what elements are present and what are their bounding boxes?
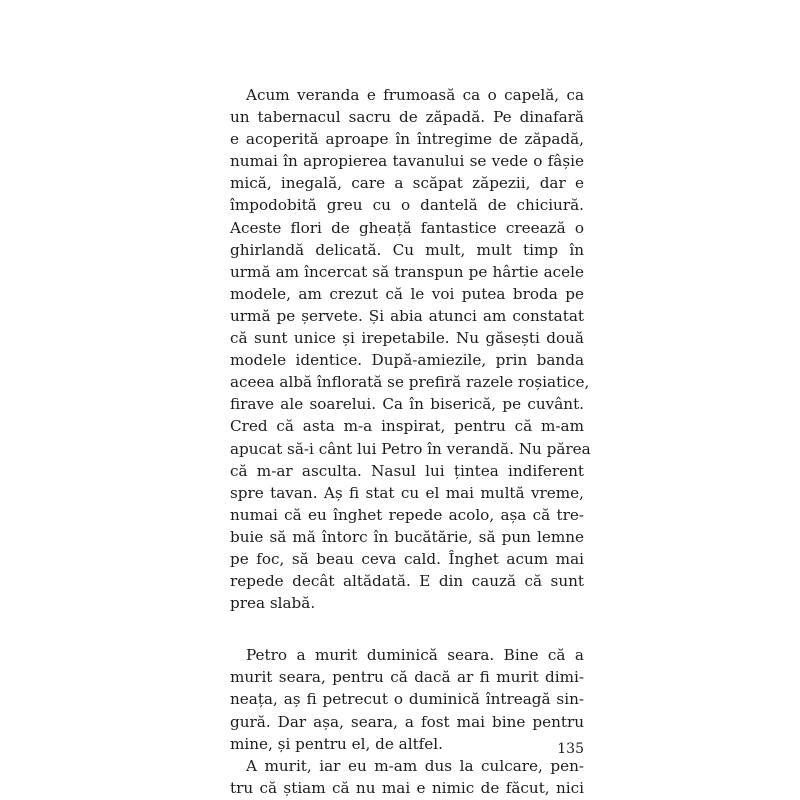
section-break [230, 614, 584, 644]
text-line: buie să mă întorc în bucătărie, să pun lemne [230, 527, 584, 546]
text-line: tru că știam că nu mai e nimic de făcut, nici [230, 778, 584, 797]
text-line: A murit, iar eu m-am dus la culcare, pen- [246, 756, 584, 775]
text-line: aceea albă înflorată se prefiră razele roșiatice, [230, 373, 590, 392]
page-number: 135 [557, 741, 584, 757]
text-line: Acum veranda e frumoasă ca o capelă, ca [246, 86, 584, 104]
text-line: mică, inegală, care a scăpat zăpezii, dar e [230, 174, 584, 193]
text-line: mine, și pentru el, de altfel. [230, 734, 443, 753]
text-line: urmă am încercat să transpun pe hârtie acele [230, 262, 584, 281]
text-line: împodobită greu cu o dantelă de chiciură. [230, 196, 584, 215]
text-line: numai în apropierea tavanului se vede o fâșie [230, 152, 584, 171]
text-line: Aceste flori de gheață fantastice creează o [230, 218, 584, 237]
text-line: neața, aș fi petrecut o duminică întreagă sin- [230, 690, 584, 709]
text-line: un tabernacul sacru de zăpadă. Pe dinafară [230, 108, 584, 127]
text-line: că m-ar asculta. Nasul lui țintea indiferent [230, 461, 584, 480]
text-line: ghirlandă delicată. Cu mult, mult timp în [230, 240, 584, 259]
text-line: spre tavan. Aș fi stat cu el mai multă vreme, [230, 483, 584, 502]
text-line: apucat să-i cânt lui Petro în verandă. Nu părea [230, 439, 591, 458]
text-line: Cred că asta m-a inspirat, pentru că m-am [230, 417, 584, 436]
text-line: repede decât altădată. E din cauză că sunt [230, 572, 584, 591]
paragraph-2 [230, 644, 584, 754]
text-line: prea slabă. [230, 594, 316, 613]
paragraph-1 [230, 84, 591, 614]
text-line: gură. Dar așa, seara, a fost mai bine pentru [230, 712, 584, 731]
text-line: pe foc, să beau ceva cald. Înghet acum mai [230, 549, 584, 568]
text-line: Petro a murit duminică seara. Bine că a [246, 646, 584, 665]
text-line: murit seara, pentru că dacă ar fi murit dimi- [230, 668, 584, 687]
paragraph-3 [230, 755, 584, 799]
text-line: e acoperită aproape în întregime de zăpadă, [230, 130, 584, 149]
body-text [230, 84, 591, 799]
text-line: urmă pe șervete. Și abia atunci am constatat [230, 306, 584, 325]
text-line: firave ale soarelui. Ca în biserică, pe cuvânt. [230, 395, 584, 414]
text-line: numai că eu înghet repede acolo, așa că tre- [230, 505, 584, 524]
text-line: modele, am crezut că le voi putea broda pe [230, 284, 584, 303]
text-line: că sunt unice și irepetabile. Nu găsești două [230, 329, 584, 348]
text-line: modele identice. După-amiezile, prin banda [230, 351, 584, 370]
